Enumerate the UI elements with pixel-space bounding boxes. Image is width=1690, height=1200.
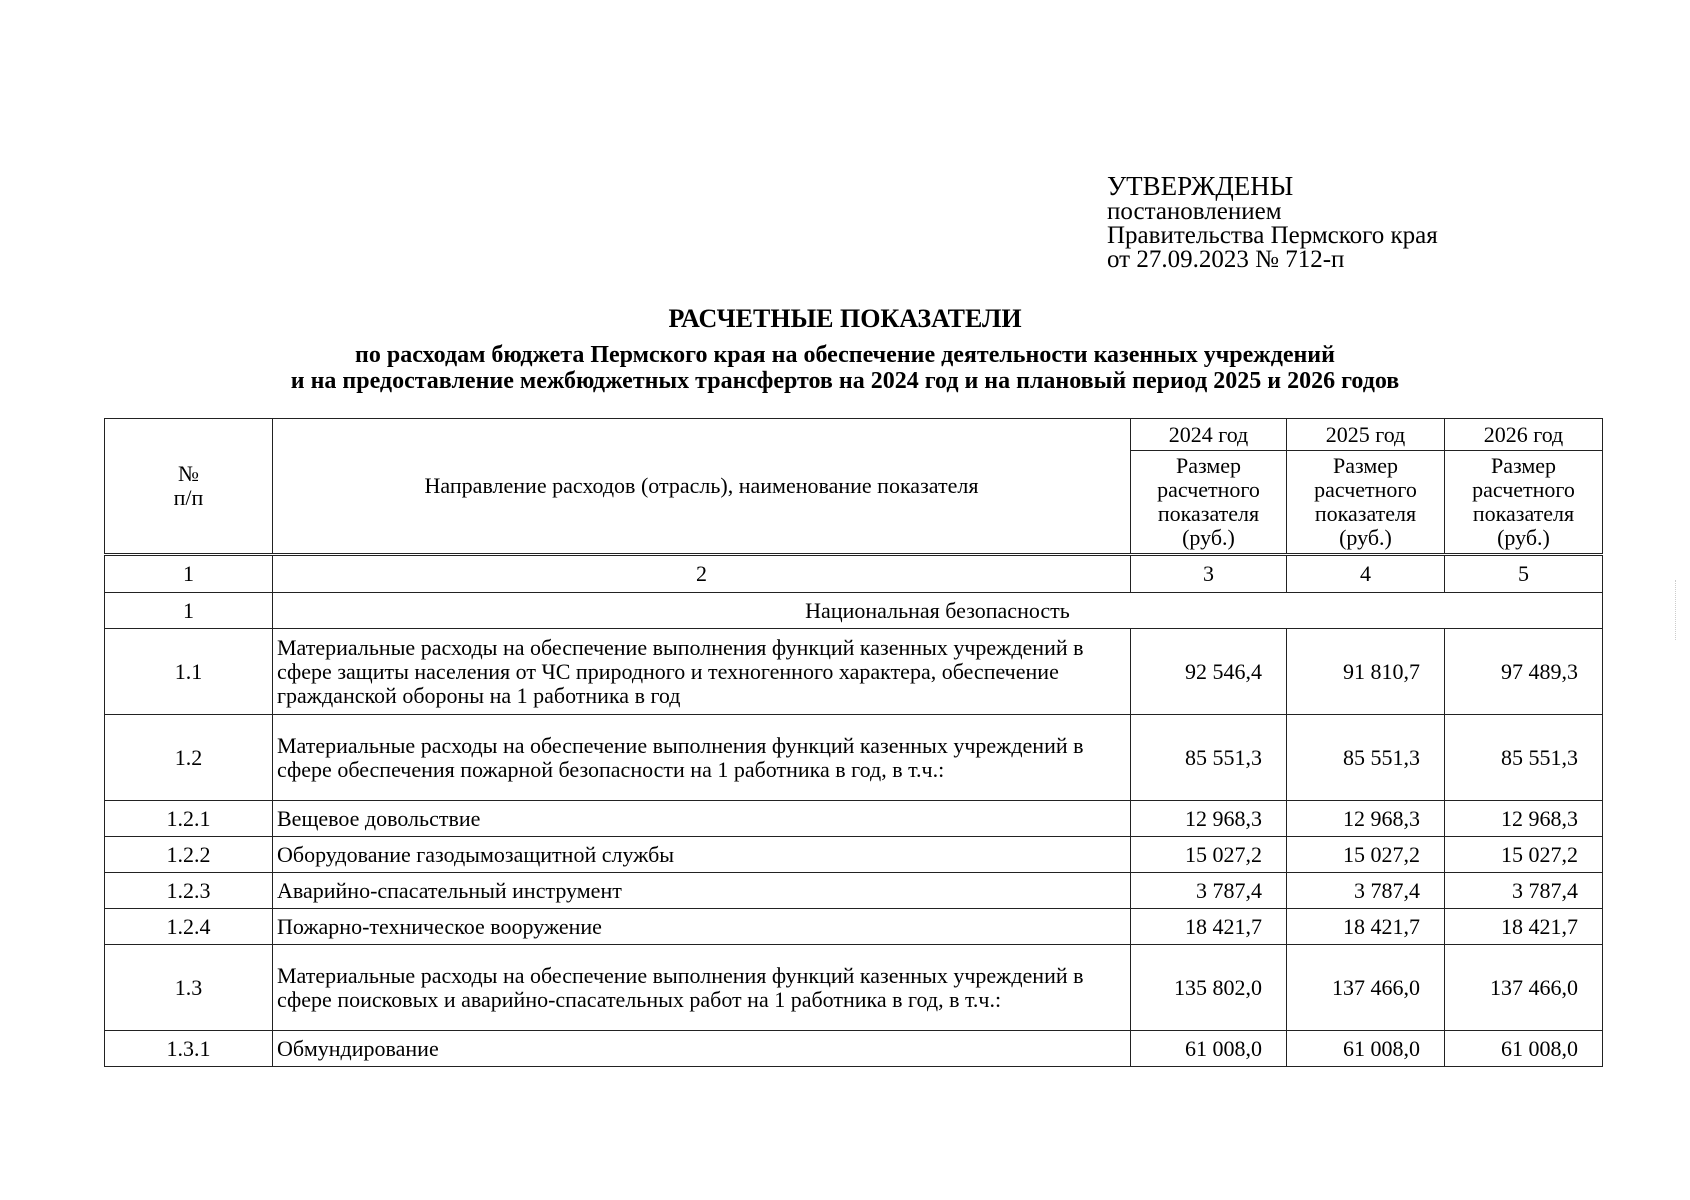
row-number: 1.2.4 <box>105 909 273 945</box>
header-size: Размер расчетного показателя (руб.) <box>1287 451 1445 555</box>
row-number: 1.1 <box>105 629 273 715</box>
row-name: Материальные расходы на обеспечение выполнения функций казенных учреждений в сфере защиты населения от ЧС природного и техногенного характера, обеспечение гражданской обороны на 1 работника в год <box>273 629 1131 715</box>
approval-heading: УТВЕРЖДЕНЫ <box>1107 171 1294 201</box>
table-row <box>105 715 1603 801</box>
row-number: 1.2 <box>105 715 273 801</box>
value-2024: 12 968,3 <box>1131 801 1287 837</box>
header-num: № п/п <box>105 419 273 555</box>
header-size: Размер расчетного показателя (руб.) <box>1131 451 1287 555</box>
table-row <box>105 873 1603 909</box>
header-direction: Направление расходов (отрасль), наименование показателя <box>273 419 1131 555</box>
document-subtitle: и на предоставление межбюджетных трансфертов на 2024 год и на плановый период 2025 и 2026 годов <box>290 368 1400 394</box>
column-number: 3 <box>1131 555 1287 593</box>
value-2025: 15 027,2 <box>1287 837 1445 873</box>
approval-block <box>1107 172 1438 272</box>
table-row <box>105 837 1603 873</box>
approval-line: от 27.09.2023 № 712-п <box>1107 246 1345 273</box>
value-2026: 137 466,0 <box>1445 945 1603 1031</box>
value-2026: 61 008,0 <box>1445 1031 1603 1067</box>
row-name: Материальные расходы на обеспечение выполнения функций казенных учреждений в сфере обеспечения пожарной безопасности на 1 работника в год, в т.ч.: <box>273 715 1131 801</box>
column-number: 4 <box>1287 555 1445 593</box>
value-2026: 18 421,7 <box>1445 909 1603 945</box>
value-2025: 61 008,0 <box>1287 1031 1445 1067</box>
row-name: Аварийно-спасательный инструмент <box>273 873 1131 909</box>
row-number: 1.3.1 <box>105 1031 273 1067</box>
row-number: 1.2.1 <box>105 801 273 837</box>
value-2025: 137 466,0 <box>1287 945 1445 1031</box>
value-2026: 12 968,3 <box>1445 801 1603 837</box>
header-year-2024: 2024 год <box>1131 419 1287 451</box>
value-2024: 15 027,2 <box>1131 837 1287 873</box>
value-2024: 85 551,3 <box>1131 715 1287 801</box>
value-2025: 3 787,4 <box>1287 873 1445 909</box>
header-size: Размер расчетного показателя (руб.) <box>1445 451 1603 555</box>
value-2026: 15 027,2 <box>1445 837 1603 873</box>
table-row <box>105 909 1603 945</box>
row-number: 1.3 <box>105 945 273 1031</box>
value-2024: 18 421,7 <box>1131 909 1287 945</box>
table-row <box>105 945 1603 1031</box>
approval-line: Правительства Пермского края <box>1107 222 1438 249</box>
value-2024: 135 802,0 <box>1131 945 1287 1031</box>
row-name: Обмундирование <box>273 1031 1131 1067</box>
value-2025: 85 551,3 <box>1287 715 1445 801</box>
column-number: 5 <box>1445 555 1603 593</box>
row-number: 1.2.3 <box>105 873 273 909</box>
section-name: Национальная безопасность <box>273 593 1603 629</box>
column-numbers-row <box>105 555 1603 593</box>
value-2026: 85 551,3 <box>1445 715 1603 801</box>
value-2025: 18 421,7 <box>1287 909 1445 945</box>
value-2024: 61 008,0 <box>1131 1031 1287 1067</box>
value-2026: 3 787,4 <box>1445 873 1603 909</box>
value-2024: 92 546,4 <box>1131 629 1287 715</box>
row-number: 1.2.2 <box>105 837 273 873</box>
document-title: РАСЧЕТНЫЕ ПОКАЗАТЕЛИ <box>668 304 1022 333</box>
table-row <box>105 1031 1603 1067</box>
value-2025: 91 810,7 <box>1287 629 1445 715</box>
approval-line: постановлением <box>1107 198 1282 225</box>
document-subtitle: по расходам бюджета Пермского края на обеспечение деятельности казенных учреждений <box>355 342 1335 368</box>
column-number: 2 <box>273 555 1131 593</box>
table-row <box>105 629 1603 715</box>
scan-margin-mark <box>1675 580 1682 640</box>
section-num: 1 <box>105 593 273 629</box>
header-year-2025: 2025 год <box>1287 419 1445 451</box>
indicators-table <box>104 418 1603 1067</box>
table-row <box>105 801 1603 837</box>
value-2024: 3 787,4 <box>1131 873 1287 909</box>
row-name: Материальные расходы на обеспечение выполнения функций казенных учреждений в сфере поисковых и аварийно-спасательных работ на 1 работника в год, в т.ч.: <box>273 945 1131 1031</box>
header-year-2026: 2026 год <box>1445 419 1603 451</box>
column-number: 1 <box>105 555 273 593</box>
value-2026: 97 489,3 <box>1445 629 1603 715</box>
row-name: Пожарно-техническое вооружение <box>273 909 1131 945</box>
row-name: Вещевое довольствие <box>273 801 1131 837</box>
section-row <box>105 593 1603 629</box>
row-name: Оборудование газодымозащитной службы <box>273 837 1131 873</box>
value-2025: 12 968,3 <box>1287 801 1445 837</box>
